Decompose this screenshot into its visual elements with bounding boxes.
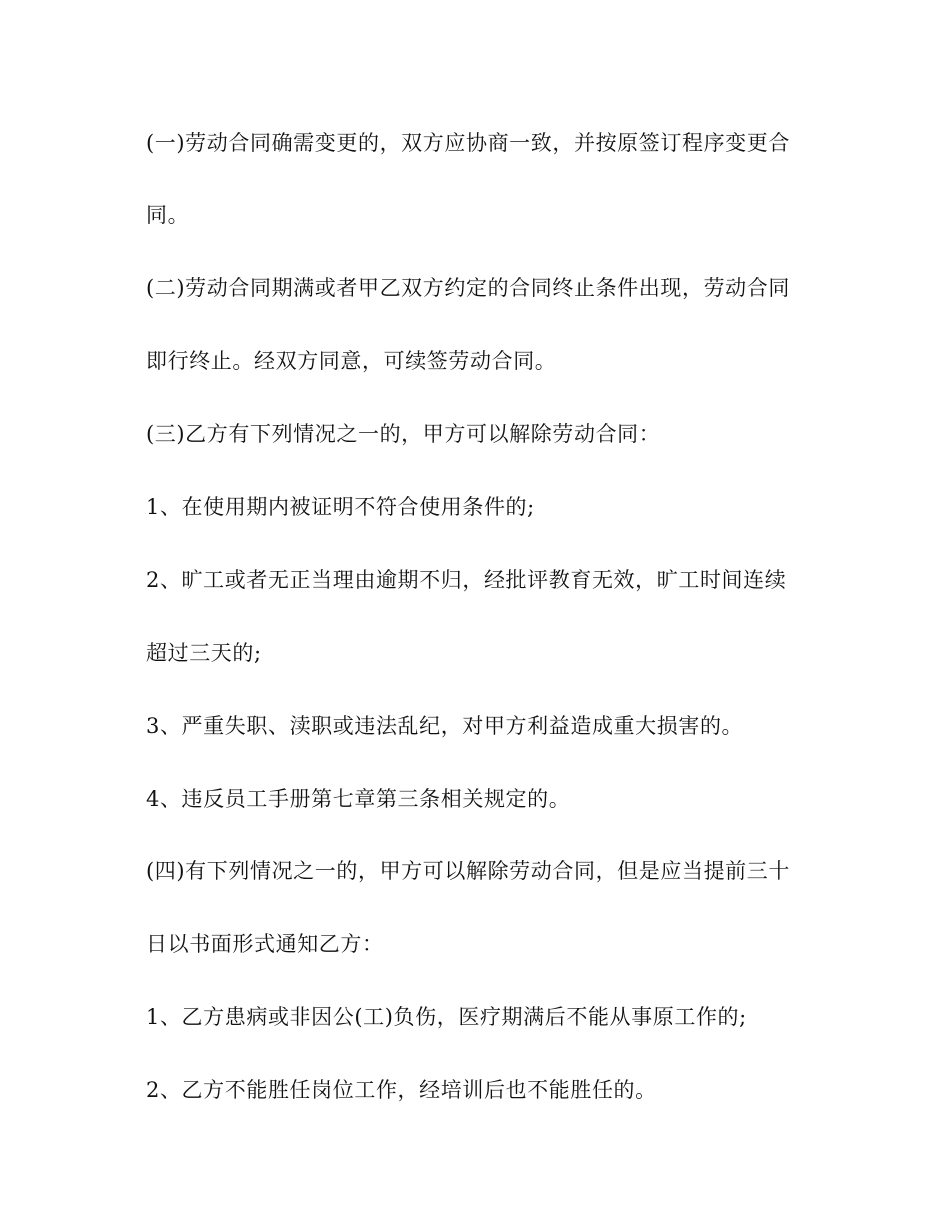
clause-2-line-1: (二)劳动合同期满或者甲乙双方约定的合同终止条件出现，劳动合同 [146,276,790,300]
clause-4-item-2: 2、乙方不能胜任岗位工作，经培训后也不能胜任的。 [146,1078,657,1102]
clause-4-line-1: (四)有下列情况之一的，甲方可以解除劳动合同，但是应当提前三十 [146,859,790,883]
clause-4-line-2: 日以书面形式通知乙方： [146,932,384,956]
clause-3-item-3: 3、严重失职、渎职或违法乱纪，对甲方利益造成重大损害的。 [146,714,744,738]
clause-3-item-4: 4、违反员工手册第七章第三条相关规定的。 [146,787,571,811]
clause-1-line-2: 同。 [146,203,190,227]
clause-3-item-2-line-2: 超过三天的; [146,641,262,665]
clause-2-line-2: 即行终止。经双方同意，可续签劳动合同。 [146,349,557,373]
clause-4-item-1: 1、乙方患病或非因公(工)负伤，医疗期满后不能从事原工作的; [146,1005,747,1029]
clause-1-line-1: (一)劳动合同确需变更的，双方应协商一致，并按原签订程序变更合 [146,131,790,155]
clause-3-item-2-line-1: 2、旷工或者无正当理由逾期不归，经批评教育无效，旷工时间连续 [146,568,787,592]
clause-3-item-1: 1、在使用期内被证明不符合使用条件的; [146,495,535,519]
clause-3-heading: (三)乙方有下列情况之一的，甲方可以解除劳动合同： [146,422,661,446]
